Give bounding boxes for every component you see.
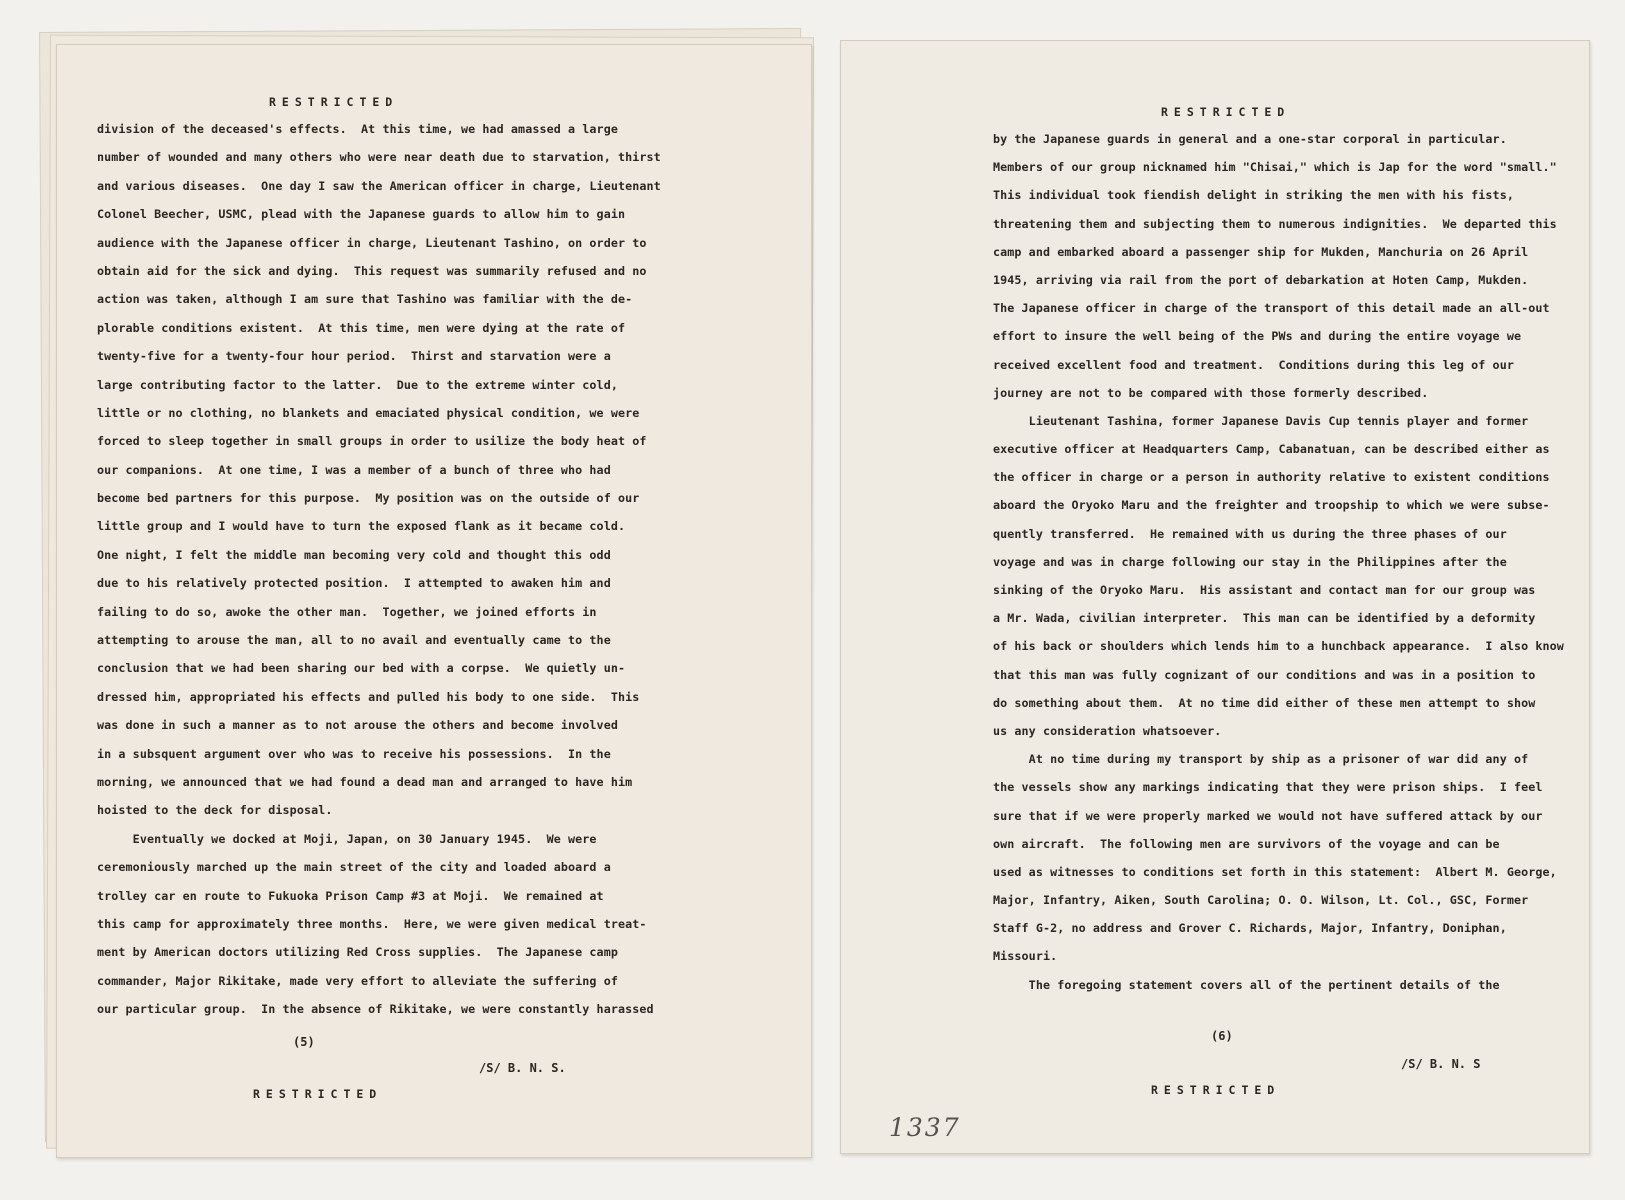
text-line: executive officer at Headquarters Camp, Cabanatuan, can be described either as (993, 442, 1550, 457)
text-line: this camp for approximately three months. Here, we were given medical treat- (97, 916, 647, 931)
text-line: the officer in charge or a person in authority relative to existent conditions (993, 470, 1550, 485)
text-line: hoisted to the deck for disposal. (97, 803, 333, 818)
text-line: little or no clothing, no blankets and emaciated physical condition, we were (97, 405, 640, 420)
text-line: threatening them and subjecting them to numerous indignities. We departed this (993, 216, 1557, 231)
text-line: number of wounded and many others who were near death due to starvation, thirst (97, 150, 661, 165)
text-line: commander, Major Rikitake, made very effort to alleviate the suffering of (97, 973, 618, 988)
text-line: was done in such a manner as to not arouse the others and become involved (97, 718, 618, 733)
page-body-text (993, 125, 1564, 999)
text-line: conclusion that we had been sharing our bed with a corpse. We quietly un- (97, 661, 626, 676)
text-line: us any consideration whatsoever. (993, 723, 1222, 738)
text-line: Missouri. (993, 949, 1058, 964)
text-line: Lieutenant Tashina, former Japanese Davis Cup tennis player and former (993, 413, 1529, 428)
text-line: a Mr. Wada, civilian interpreter. This man can be identified by a deformity (993, 611, 1536, 626)
text-line: Staff G-2, no address and Grover C. Richards, Major, Infantry, Doniphan, (993, 921, 1507, 936)
text-line: by the Japanese guards in general and a one-star corporal in particular. (993, 132, 1507, 146)
text-line: due to his relatively protected position. I attempted to awaken him and (97, 576, 611, 591)
text-line: audience with the Japanese officer in charge, Lieutenant Tashino, on order to (97, 235, 647, 250)
text-line: Colonel Beecher, USMC, plead with the Japanese guards to allow him to gain (97, 207, 626, 222)
text-line: twenty-five for a twenty-four hour period. Thirst and starvation were a (97, 349, 611, 364)
text-line: little group and I would have to turn the exposed flank as it became cold. (97, 519, 626, 534)
text-line: 1945, arriving via rail from the port of debarkation at Hoten Camp, Mukden. (993, 272, 1529, 287)
page-header: RESTRICTED (269, 95, 399, 109)
text-line: Eventually we docked at Moji, Japan, on 30 January 1945. We were (97, 831, 597, 846)
text-line: do something about them. At no time did either of these men attempt to show (993, 695, 1536, 710)
text-line: Members of our group nicknamed him "Chisai," which is Jap for the word "small." (993, 160, 1557, 175)
text-line: that this man was fully cognizant of our conditions and was in a position to (993, 667, 1536, 682)
text-line: This individual took fiendish delight in striking the men with his fists, (993, 188, 1514, 203)
text-line: obtain aid for the sick and dying. This request was summarily refused and no (97, 263, 647, 278)
text-line: own aircraft. The following men are survivors of the voyage and can be (993, 836, 1500, 851)
text-line: attempting to arouse the man, all to no avail and eventually came to the (97, 633, 611, 648)
text-line: At no time during my transport by ship as a prisoner of war did any of (993, 752, 1529, 767)
text-line: camp and embarked aboard a passenger ship for Mukden, Manchuria on 26 April (993, 244, 1529, 259)
document-page-5 (56, 44, 812, 1158)
page-body-text (97, 115, 661, 1024)
text-line: plorable conditions existent. At this time, men were dying at the rate of (97, 320, 626, 335)
text-line: forced to sleep together in small groups in order to usilize the body heat of (97, 434, 647, 449)
document-page-6 (840, 40, 1590, 1154)
text-line: effort to insure the well being of the PWs and during the entire voyage we (993, 329, 1522, 344)
text-line: used as witnesses to conditions set forth in this statement: Albert M. George, (993, 864, 1557, 879)
text-line: failing to do so, awoke the other man. Together, we joined efforts in (97, 604, 597, 619)
text-line: The foregoing statement covers all of the pertinent details of the (993, 977, 1500, 992)
text-line: quently transferred. He remained with us during the three phases of our (993, 526, 1507, 541)
text-line: of his back or shoulders which lends him to a hunchback appearance. I also know (993, 639, 1564, 654)
text-line: trolley car en route to Fukuoka Prison Camp #3 at Moji. We remained at (97, 888, 604, 903)
text-line: our companions. At one time, I was a member of a bunch of three who had (97, 462, 611, 477)
text-line: become bed partners for this purpose. My position was on the outside of our (97, 491, 640, 506)
text-line: the vessels show any markings indicating that they were prison ships. I feel (993, 780, 1543, 795)
signature: /S/ B. N. S. (479, 1061, 566, 1075)
text-line: ment by American doctors utilizing Red Cross supplies. The Japanese camp (97, 945, 618, 960)
page-footer: RESTRICTED (253, 1087, 383, 1101)
text-line: division of the deceased's effects. At this time, we had amassed a large (97, 122, 618, 136)
text-line: Major, Infantry, Aiken, South Carolina; O. O. Wilson, Lt. Col., GSC, Former (993, 893, 1529, 908)
text-line: One night, I felt the middle man becoming very cold and thought this odd (97, 547, 611, 562)
page-footer: RESTRICTED (1151, 1083, 1281, 1097)
text-line: in a subsquent argument over who was to receive his possessions. In the (97, 746, 611, 761)
text-line: morning, we announced that we had found a dead man and arranged to have him (97, 774, 633, 789)
text-line: dressed him, appropriated his effects and pulled his body to one side. This (97, 689, 640, 704)
text-line: aboard the Oryoko Maru and the freighter and troopship to which we were subse- (993, 498, 1550, 513)
text-line: voyage and was in charge following our stay in the Philippines after the (993, 554, 1507, 569)
handwritten-page-number: 1337 (889, 1113, 961, 1142)
text-line: and various diseases. One day I saw the American officer in charge, Lieutenant (97, 178, 661, 193)
text-line: received excellent food and treatment. Conditions during this leg of our (993, 357, 1514, 372)
text-line: sinking of the Oryoko Maru. His assistant and contact man for our group was (993, 583, 1536, 597)
page-header: RESTRICTED (1161, 105, 1291, 119)
text-line: action was taken, although I am sure that Tashino was familiar with the de- (97, 292, 633, 307)
text-line: sure that if we were properly marked we would not have suffered attack by our (993, 808, 1543, 823)
text-line: journey are not to be compared with those formerly described. (993, 385, 1429, 400)
text-line: The Japanese officer in charge of the transport of this detail made an all-out (993, 301, 1550, 316)
text-line: ceremoniously marched up the main street of the city and loaded aboard a (97, 860, 611, 875)
signature: /S/ B. N. S (1401, 1057, 1481, 1071)
text-line: large contributing factor to the latter. Due to the extreme winter cold, (97, 377, 618, 392)
page-number: (6) (1211, 1029, 1233, 1043)
text-line: our particular group. In the absence of Rikitake, we were constantly harassed (97, 1002, 654, 1017)
page-number: (5) (293, 1035, 315, 1049)
